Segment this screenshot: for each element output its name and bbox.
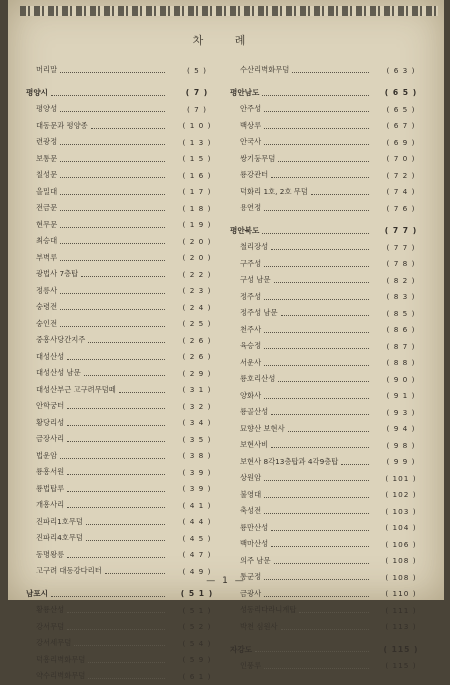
toc-entry-title: 대성산성 bbox=[36, 351, 65, 361]
toc-entry bbox=[230, 553, 430, 570]
toc-dot-leader bbox=[60, 457, 165, 459]
toc-dot-leader bbox=[262, 232, 369, 234]
toc-entry-title: 수산리벽화무덤 bbox=[240, 65, 290, 75]
toc-entry-page: ( 9 1 ) bbox=[386, 391, 416, 401]
toc-entry-title: 머리말 bbox=[36, 65, 58, 75]
toc-entry-title: 남포시 bbox=[26, 589, 49, 599]
toc-dot-leader bbox=[67, 506, 165, 508]
toc-dot-leader bbox=[60, 242, 165, 244]
toc-entry bbox=[230, 536, 430, 553]
toc-dot-leader bbox=[264, 496, 369, 498]
toc-entry bbox=[230, 454, 430, 471]
toc-entry-page: ( 2 3 ) bbox=[182, 286, 212, 296]
toc-section-heading bbox=[230, 223, 430, 240]
toc-entry-page: ( 4 1 ) bbox=[182, 500, 212, 510]
toc-entry-page: ( 115 ) bbox=[383, 644, 419, 654]
toc-dot-leader bbox=[91, 127, 165, 129]
toc-entry-title: 숭령전 bbox=[36, 302, 58, 312]
toc-entry bbox=[26, 217, 226, 234]
toc-entry bbox=[230, 602, 430, 619]
toc-entry-page: ( 2 0 ) bbox=[182, 253, 212, 263]
toc-entry-page: ( 7 ) bbox=[185, 88, 209, 98]
toc-entry-page: ( 7 7 ) bbox=[386, 242, 416, 252]
toc-dot-leader bbox=[288, 430, 369, 432]
toc-entry bbox=[230, 388, 430, 405]
toc-entry-title: 련광정 bbox=[36, 137, 58, 147]
toc-entry bbox=[26, 250, 226, 267]
toc-entry-page: ( 1 9 ) bbox=[182, 220, 212, 230]
toc-entry bbox=[26, 299, 226, 316]
toc-dot-leader bbox=[60, 160, 165, 162]
toc-entry-page: ( 8 8 ) bbox=[386, 358, 416, 368]
toc-entry-page: ( 3 4 ) bbox=[182, 418, 212, 428]
toc-entry bbox=[26, 481, 226, 498]
toc-entry-page: ( 6 5 ) bbox=[384, 88, 418, 98]
toc-dot-leader bbox=[271, 248, 369, 250]
toc-entry-title: 덕흥리벽화무덤 bbox=[36, 654, 86, 664]
toc-entry-page: ( 3 1 ) bbox=[182, 385, 212, 395]
toc-entry-page: ( 1 5 ) bbox=[182, 154, 212, 164]
toc-entry bbox=[26, 233, 226, 250]
toc-entry-title: 숭인전 bbox=[36, 318, 58, 328]
toc-entry-page: ( 2 5 ) bbox=[182, 319, 212, 329]
toc-entry-page: ( 4 9 ) bbox=[182, 566, 212, 576]
toc-dot-leader bbox=[264, 209, 369, 211]
toc-entry-title: 정주성 남문 bbox=[240, 308, 278, 318]
toc-entry bbox=[230, 520, 430, 537]
toc-dot-leader bbox=[274, 281, 369, 283]
toc-dot-leader bbox=[81, 275, 165, 277]
toc-entry-page: ( 8 5 ) bbox=[386, 308, 416, 318]
toc-entry-page: ( 115 ) bbox=[385, 661, 417, 671]
toc-dot-leader bbox=[119, 391, 165, 393]
toc-entry-title: 안국사 bbox=[240, 137, 262, 147]
toc-entry bbox=[26, 652, 226, 669]
toc-entry-title: 금장사리 bbox=[36, 434, 65, 444]
toc-dot-leader bbox=[67, 490, 165, 492]
toc-entry-page: ( 8 2 ) bbox=[386, 275, 416, 285]
toc-entry bbox=[230, 404, 430, 421]
toc-entry bbox=[26, 316, 226, 333]
toc-dot-leader bbox=[60, 143, 165, 145]
toc-entry-page: ( 1 6 ) bbox=[182, 170, 212, 180]
toc-dot-leader bbox=[299, 611, 369, 613]
toc-dot-leader bbox=[88, 661, 165, 663]
toc-entry bbox=[230, 371, 430, 388]
toc-entry-page: ( 106 ) bbox=[385, 539, 417, 549]
toc-entry-page: ( 108 ) bbox=[385, 556, 417, 566]
toc-dot-leader bbox=[281, 628, 369, 630]
toc-dot-leader bbox=[51, 595, 165, 597]
toc-entry-title: 의주 남문 bbox=[240, 555, 271, 565]
toc-entry-page: ( 4 5 ) bbox=[182, 533, 212, 543]
toc-dot-leader bbox=[264, 127, 369, 129]
toc-entry-page: ( 7 6 ) bbox=[386, 203, 416, 213]
toc-dot-leader bbox=[60, 292, 165, 294]
toc-entry-title: 상원암 bbox=[240, 473, 262, 483]
toc-entry bbox=[26, 134, 226, 151]
toc-entry bbox=[230, 184, 430, 201]
toc-dot-leader bbox=[281, 314, 369, 316]
toc-entry-title: 보현사 8각13층탑과 4각9층탑 bbox=[240, 456, 339, 466]
toc-entry-page: ( 9 0 ) bbox=[386, 374, 416, 384]
toc-entry-page: ( 2 0 ) bbox=[182, 236, 212, 246]
toc-entry-title: 백마산성 bbox=[240, 539, 269, 549]
toc-entry bbox=[230, 658, 430, 675]
toc-entry-page: ( 110 ) bbox=[385, 589, 417, 599]
toc-entry bbox=[26, 514, 226, 531]
toc-entry bbox=[230, 470, 430, 487]
toc-entry-page: ( 7 8 ) bbox=[386, 259, 416, 269]
toc-entry bbox=[230, 586, 430, 603]
toc-entry bbox=[26, 464, 226, 481]
toc-dot-leader bbox=[84, 374, 165, 376]
toc-entry bbox=[26, 398, 226, 415]
toc-dot-leader bbox=[60, 193, 165, 195]
toc-section-heading bbox=[230, 85, 430, 102]
toc-entry bbox=[230, 503, 430, 520]
toc-entry-page: ( 5 ) bbox=[187, 65, 207, 75]
toc-entry-page: ( 8 6 ) bbox=[386, 325, 416, 335]
toc-entry-page: ( 8 7 ) bbox=[386, 341, 416, 351]
toc-entry-title: 성동리다라니계탑 bbox=[240, 605, 297, 615]
toc-entry-page: ( 6 7 ) bbox=[386, 121, 416, 131]
toc-dot-leader bbox=[264, 143, 369, 145]
toc-dot-leader bbox=[60, 308, 165, 310]
toc-entry bbox=[26, 497, 226, 514]
toc-entry bbox=[26, 448, 226, 465]
toc-entry-title: 을밀대 bbox=[36, 186, 58, 196]
toc-entry-page: ( 9 8 ) bbox=[386, 440, 416, 450]
toc-entry bbox=[230, 256, 430, 273]
toc-entry bbox=[26, 266, 226, 283]
toc-entry bbox=[26, 200, 226, 217]
toc-entry-title: 천주사 bbox=[240, 324, 262, 334]
toc-dot-leader bbox=[264, 667, 369, 669]
toc-entry-page: ( 108 ) bbox=[385, 572, 417, 582]
toc-entry-page: ( 7 4 ) bbox=[386, 187, 416, 197]
toc-entry bbox=[230, 62, 430, 79]
toc-entry-title: 진파리1호무덤 bbox=[36, 516, 83, 526]
toc-entry bbox=[26, 415, 226, 432]
toc-entry bbox=[230, 101, 430, 118]
toc-entry-title: 강서세무덤 bbox=[36, 638, 72, 648]
toc-entry-page: ( 9 4 ) bbox=[386, 424, 416, 434]
toc-entry-title: 강서무덤 bbox=[36, 621, 65, 631]
toc-entry-page: ( 9 9 ) bbox=[386, 457, 416, 467]
toc-entry bbox=[230, 338, 430, 355]
toc-entry bbox=[26, 431, 226, 448]
toc-entry-title: 통군정 bbox=[240, 572, 262, 582]
toc-entry-title: 진파리4호무덤 bbox=[36, 533, 83, 543]
toc-dot-leader bbox=[60, 209, 165, 211]
toc-dot-leader bbox=[67, 440, 165, 442]
toc-entry-title: 정릉사 bbox=[36, 285, 58, 295]
toc-dot-leader bbox=[341, 463, 369, 465]
toc-entry-page: ( 2 6 ) bbox=[182, 352, 212, 362]
toc-entry bbox=[230, 151, 430, 168]
toc-entry-title: 황룡산성 bbox=[36, 605, 65, 615]
toc-entry-title: 광법사 7층탑 bbox=[36, 269, 79, 279]
toc-entry bbox=[230, 200, 430, 217]
toc-entry-page: ( 113 ) bbox=[385, 622, 417, 632]
toc-entry-page: ( 7 2 ) bbox=[386, 170, 416, 180]
toc-dot-leader bbox=[60, 226, 165, 228]
toc-entry-title: 박천 심원사 bbox=[240, 621, 278, 631]
toc-entry bbox=[230, 421, 430, 438]
toc-entry-title: 평양성 bbox=[36, 104, 58, 114]
toc-entry bbox=[26, 668, 226, 685]
toc-entry bbox=[26, 635, 226, 652]
toc-left-column bbox=[26, 62, 226, 685]
toc-dot-leader bbox=[264, 595, 369, 597]
page-title: 차 례 bbox=[192, 34, 260, 47]
toc-entry-title: 룡골산성 bbox=[240, 407, 269, 417]
toc-dot-leader bbox=[264, 110, 369, 112]
toc-entry-title: 평안북도 bbox=[230, 226, 260, 236]
toc-entry-page: ( 103 ) bbox=[385, 506, 417, 516]
toc-dot-leader bbox=[264, 265, 369, 267]
toc-entry-title: 안주성 bbox=[240, 104, 262, 114]
toc-entry-page: ( 5 1 ) bbox=[180, 589, 214, 599]
toc-dot-leader bbox=[88, 341, 165, 343]
toc-dot-leader bbox=[264, 347, 369, 349]
toc-entry-title: 법운암 bbox=[36, 450, 58, 460]
toc-entry-title: 철리장성 bbox=[240, 242, 269, 252]
toc-entry-page: ( 7 0 ) bbox=[386, 154, 416, 164]
toc-entry-title: 용연정 bbox=[240, 203, 262, 213]
toc-entry-page: ( 6 5 ) bbox=[386, 104, 416, 114]
toc-entry-title: 고구려 대동강다리터 bbox=[36, 566, 102, 576]
toc-entry-title: 룡강관터 bbox=[240, 170, 269, 180]
toc-entry-title: 자강도 bbox=[230, 644, 253, 654]
page-number: — 1 — bbox=[206, 576, 246, 586]
toc-dot-leader bbox=[60, 259, 165, 261]
toc-entry-title: 평안남도 bbox=[230, 88, 260, 98]
toc-dot-leader bbox=[67, 628, 165, 630]
toc-entry-title: 보현사비 bbox=[240, 440, 269, 450]
toc-entry-title: 칠성문 bbox=[36, 170, 58, 180]
toc-entry-title: 육승정 bbox=[240, 341, 262, 351]
toc-dot-leader bbox=[271, 446, 369, 448]
toc-entry bbox=[26, 365, 226, 382]
toc-entry-page: ( 3 5 ) bbox=[182, 434, 212, 444]
book-page bbox=[8, 0, 444, 681]
toc-entry bbox=[230, 322, 430, 339]
toc-dot-leader bbox=[60, 325, 165, 327]
toc-entry bbox=[230, 134, 430, 151]
toc-dot-leader bbox=[51, 94, 165, 96]
toc-entry-title: 현무문 bbox=[36, 219, 58, 229]
toc-entry bbox=[26, 332, 226, 349]
toc-entry bbox=[230, 437, 430, 454]
toc-entry-page: ( 5 2 ) bbox=[182, 622, 212, 632]
toc-entry bbox=[26, 118, 226, 135]
toc-entry-page: ( 4 4 ) bbox=[182, 517, 212, 527]
toc-entry-title: 축성전 bbox=[240, 506, 262, 516]
toc-entry bbox=[26, 382, 226, 399]
toc-entry bbox=[26, 101, 226, 118]
toc-dot-leader bbox=[67, 611, 165, 613]
toc-entry-page: ( 1 8 ) bbox=[182, 203, 212, 213]
toc-entry-title: 룡흥서원 bbox=[36, 467, 65, 477]
toc-dot-leader bbox=[60, 71, 165, 73]
toc-entry-page: ( 6 9 ) bbox=[386, 137, 416, 147]
toc-entry-title: 정주성 bbox=[240, 291, 262, 301]
toc-entry-title: 대동문과 평양종 bbox=[36, 120, 88, 130]
toc-entry-page: ( 4 7 ) bbox=[182, 550, 212, 560]
toc-entry-page: ( 6 1 ) bbox=[182, 671, 212, 681]
toc-section-heading bbox=[230, 641, 430, 658]
toc-entry-title: 중흥사당간지주 bbox=[36, 335, 86, 345]
toc-entry-page: ( 3 9 ) bbox=[182, 484, 212, 494]
toc-entry-page: ( 3 8 ) bbox=[182, 451, 212, 461]
toc-dot-leader bbox=[311, 193, 369, 195]
toc-entry bbox=[230, 118, 430, 135]
toc-entry-title: 룡호리산성 bbox=[240, 374, 276, 384]
toc-dot-leader bbox=[274, 562, 369, 564]
toc-entry bbox=[230, 167, 430, 184]
toc-dot-leader bbox=[271, 176, 369, 178]
toc-dot-leader bbox=[262, 94, 369, 96]
toc-entry-title: 약수리벽화무덤 bbox=[36, 671, 86, 681]
toc-entry-page: ( 5 9 ) bbox=[182, 655, 212, 665]
toc-entry bbox=[26, 184, 226, 201]
toc-entry-page: ( 7 7 ) bbox=[384, 226, 418, 236]
toc-dot-leader bbox=[264, 479, 369, 481]
toc-entry-title: 부벽루 bbox=[36, 252, 58, 262]
toc-entry-page: ( 9 3 ) bbox=[386, 407, 416, 417]
toc-dot-leader bbox=[278, 160, 369, 162]
toc-entry-title: 구성 남문 bbox=[240, 275, 271, 285]
toc-entry bbox=[26, 62, 226, 79]
toc-entry-title: 룡만산성 bbox=[240, 522, 269, 532]
toc-dot-leader bbox=[67, 358, 165, 360]
toc-dot-leader bbox=[88, 677, 165, 679]
toc-dot-leader bbox=[264, 397, 369, 399]
toc-entry-page: ( 101 ) bbox=[385, 473, 417, 483]
toc-entry-page: ( 2 6 ) bbox=[182, 335, 212, 345]
toc-entry-title: 개흥사리 bbox=[36, 500, 65, 510]
toc-entry bbox=[26, 167, 226, 184]
toc-entry-page: ( 1 7 ) bbox=[182, 187, 212, 197]
toc-entry-title: 대성산성 남문 bbox=[36, 368, 81, 378]
toc-section-heading bbox=[26, 586, 226, 603]
toc-dot-leader bbox=[86, 539, 165, 541]
toc-entry-title: 금광사 bbox=[240, 588, 262, 598]
toc-entry bbox=[230, 487, 430, 504]
toc-entry-title: 대성산부근 고구려무덤떼 bbox=[36, 384, 116, 394]
toc-entry-page: ( 3 9 ) bbox=[182, 467, 212, 477]
toc-dot-leader bbox=[271, 413, 369, 415]
toc-entry-title: 서운사 bbox=[240, 357, 262, 367]
toc-entry-page: ( 5 1 ) bbox=[182, 605, 212, 615]
toc-dot-leader bbox=[271, 545, 369, 547]
toc-dot-leader bbox=[255, 650, 369, 652]
toc-entry-title: 평양시 bbox=[26, 88, 49, 98]
toc-entry-title: 동명왕릉 bbox=[36, 549, 65, 559]
toc-entry-page: ( 2 4 ) bbox=[182, 302, 212, 312]
toc-entry bbox=[26, 283, 226, 300]
toc-entry bbox=[26, 619, 226, 636]
toc-entry bbox=[26, 547, 226, 564]
toc-entry-title: 인풍루 bbox=[240, 660, 262, 670]
toc-entry-title: 양화사 bbox=[240, 390, 262, 400]
toc-entry-title: 룡법탑루 bbox=[36, 483, 65, 493]
toc-entry-page: ( 111 ) bbox=[385, 605, 417, 615]
toc-entry bbox=[230, 355, 430, 372]
toc-entry-page: ( 1 3 ) bbox=[182, 137, 212, 147]
toc-dot-leader bbox=[292, 71, 369, 73]
toc-dot-leader bbox=[264, 364, 369, 366]
toc-entry bbox=[230, 305, 430, 322]
toc-dot-leader bbox=[271, 529, 369, 531]
toc-entry-page: ( 104 ) bbox=[385, 523, 417, 533]
toc-entry-title: 전금문 bbox=[36, 203, 58, 213]
toc-dot-leader bbox=[105, 572, 165, 574]
toc-dot-leader bbox=[60, 176, 165, 178]
toc-entry-title: 안학궁터 bbox=[36, 401, 65, 411]
toc-dot-leader bbox=[264, 331, 369, 333]
toc-entry-title: 구주성 bbox=[240, 258, 262, 268]
toc-dot-leader bbox=[74, 644, 165, 646]
toc-entry-page: ( 2 9 ) bbox=[182, 368, 212, 378]
toc-entry bbox=[26, 151, 226, 168]
toc-entry-page: ( 8 3 ) bbox=[386, 292, 416, 302]
toc-entry-title: 묘향산 보현사 bbox=[240, 423, 285, 433]
toc-entry bbox=[26, 602, 226, 619]
toc-entry-title: 황당리성 bbox=[36, 417, 65, 427]
toc-entry-title: 최승대 bbox=[36, 236, 58, 246]
toc-entry-page: ( 3 2 ) bbox=[182, 401, 212, 411]
toc-dot-leader bbox=[278, 380, 369, 382]
toc-entry bbox=[26, 349, 226, 366]
toc-section-heading bbox=[26, 85, 226, 102]
toc-entry bbox=[230, 239, 430, 256]
toc-dot-leader bbox=[67, 473, 165, 475]
toc-entry-page: ( 2 2 ) bbox=[182, 269, 212, 279]
toc-entry bbox=[230, 272, 430, 289]
decorative-border bbox=[20, 6, 438, 16]
toc-dot-leader bbox=[67, 407, 165, 409]
toc-dot-leader bbox=[264, 512, 369, 514]
toc-entry bbox=[230, 619, 430, 636]
toc-dot-leader bbox=[86, 523, 165, 525]
toc-entry-page: ( 7 ) bbox=[187, 104, 207, 114]
toc-entry-page: ( 5 4 ) bbox=[182, 638, 212, 648]
toc-entry-title: 백상루 bbox=[240, 120, 262, 130]
toc-entry-page: ( 102 ) bbox=[385, 490, 417, 500]
toc-entry-title: 불영대 bbox=[240, 489, 262, 499]
toc-entry-page: ( 1 0 ) bbox=[182, 121, 212, 131]
toc-entry bbox=[26, 530, 226, 547]
toc-dot-leader bbox=[67, 424, 165, 426]
toc-dot-leader bbox=[67, 556, 165, 558]
toc-entry-title: 덕화리 1호, 2호 무덤 bbox=[240, 186, 308, 196]
toc-dot-leader bbox=[264, 298, 369, 300]
toc-entry bbox=[230, 289, 430, 306]
toc-entry-page: ( 6 3 ) bbox=[386, 65, 416, 75]
toc-dot-leader bbox=[60, 110, 165, 112]
toc-entry-title: 쌍기둥무덤 bbox=[240, 153, 276, 163]
toc-entry-title: 보통문 bbox=[36, 153, 58, 163]
